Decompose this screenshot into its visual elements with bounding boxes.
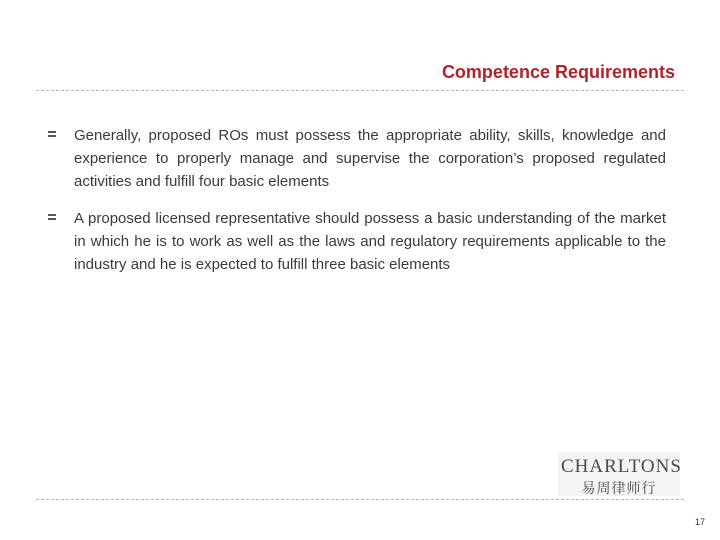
bullet-list [36, 124, 666, 290]
bullet-text: Generally, proposed ROs must possess the appropriate ability, skills, knowledge and experience to properly manage and supervise the corporation’s proposed regulated activities and fulfill four basic elements [74, 127, 666, 190]
bullet-icon [48, 130, 56, 138]
bullet-item [36, 207, 666, 276]
logo-name-english: CHARLTONS [561, 456, 682, 477]
bottom-divider [36, 499, 684, 500]
page-number: 17 [694, 517, 705, 527]
logo-name-chinese: 易周律师行 [581, 481, 657, 497]
charltons-logo [558, 452, 680, 496]
bullet-item [36, 124, 666, 193]
slide-title: Competence Requirements [441, 62, 675, 82]
top-divider [36, 90, 684, 91]
bullet-text: A proposed licensed representative should possess a basic understanding of the market in which he is to work as well as the laws and regulatory requirements applicable to the industry and he is expected to fulfill three basic elements [74, 210, 666, 273]
bullet-icon [48, 213, 56, 221]
